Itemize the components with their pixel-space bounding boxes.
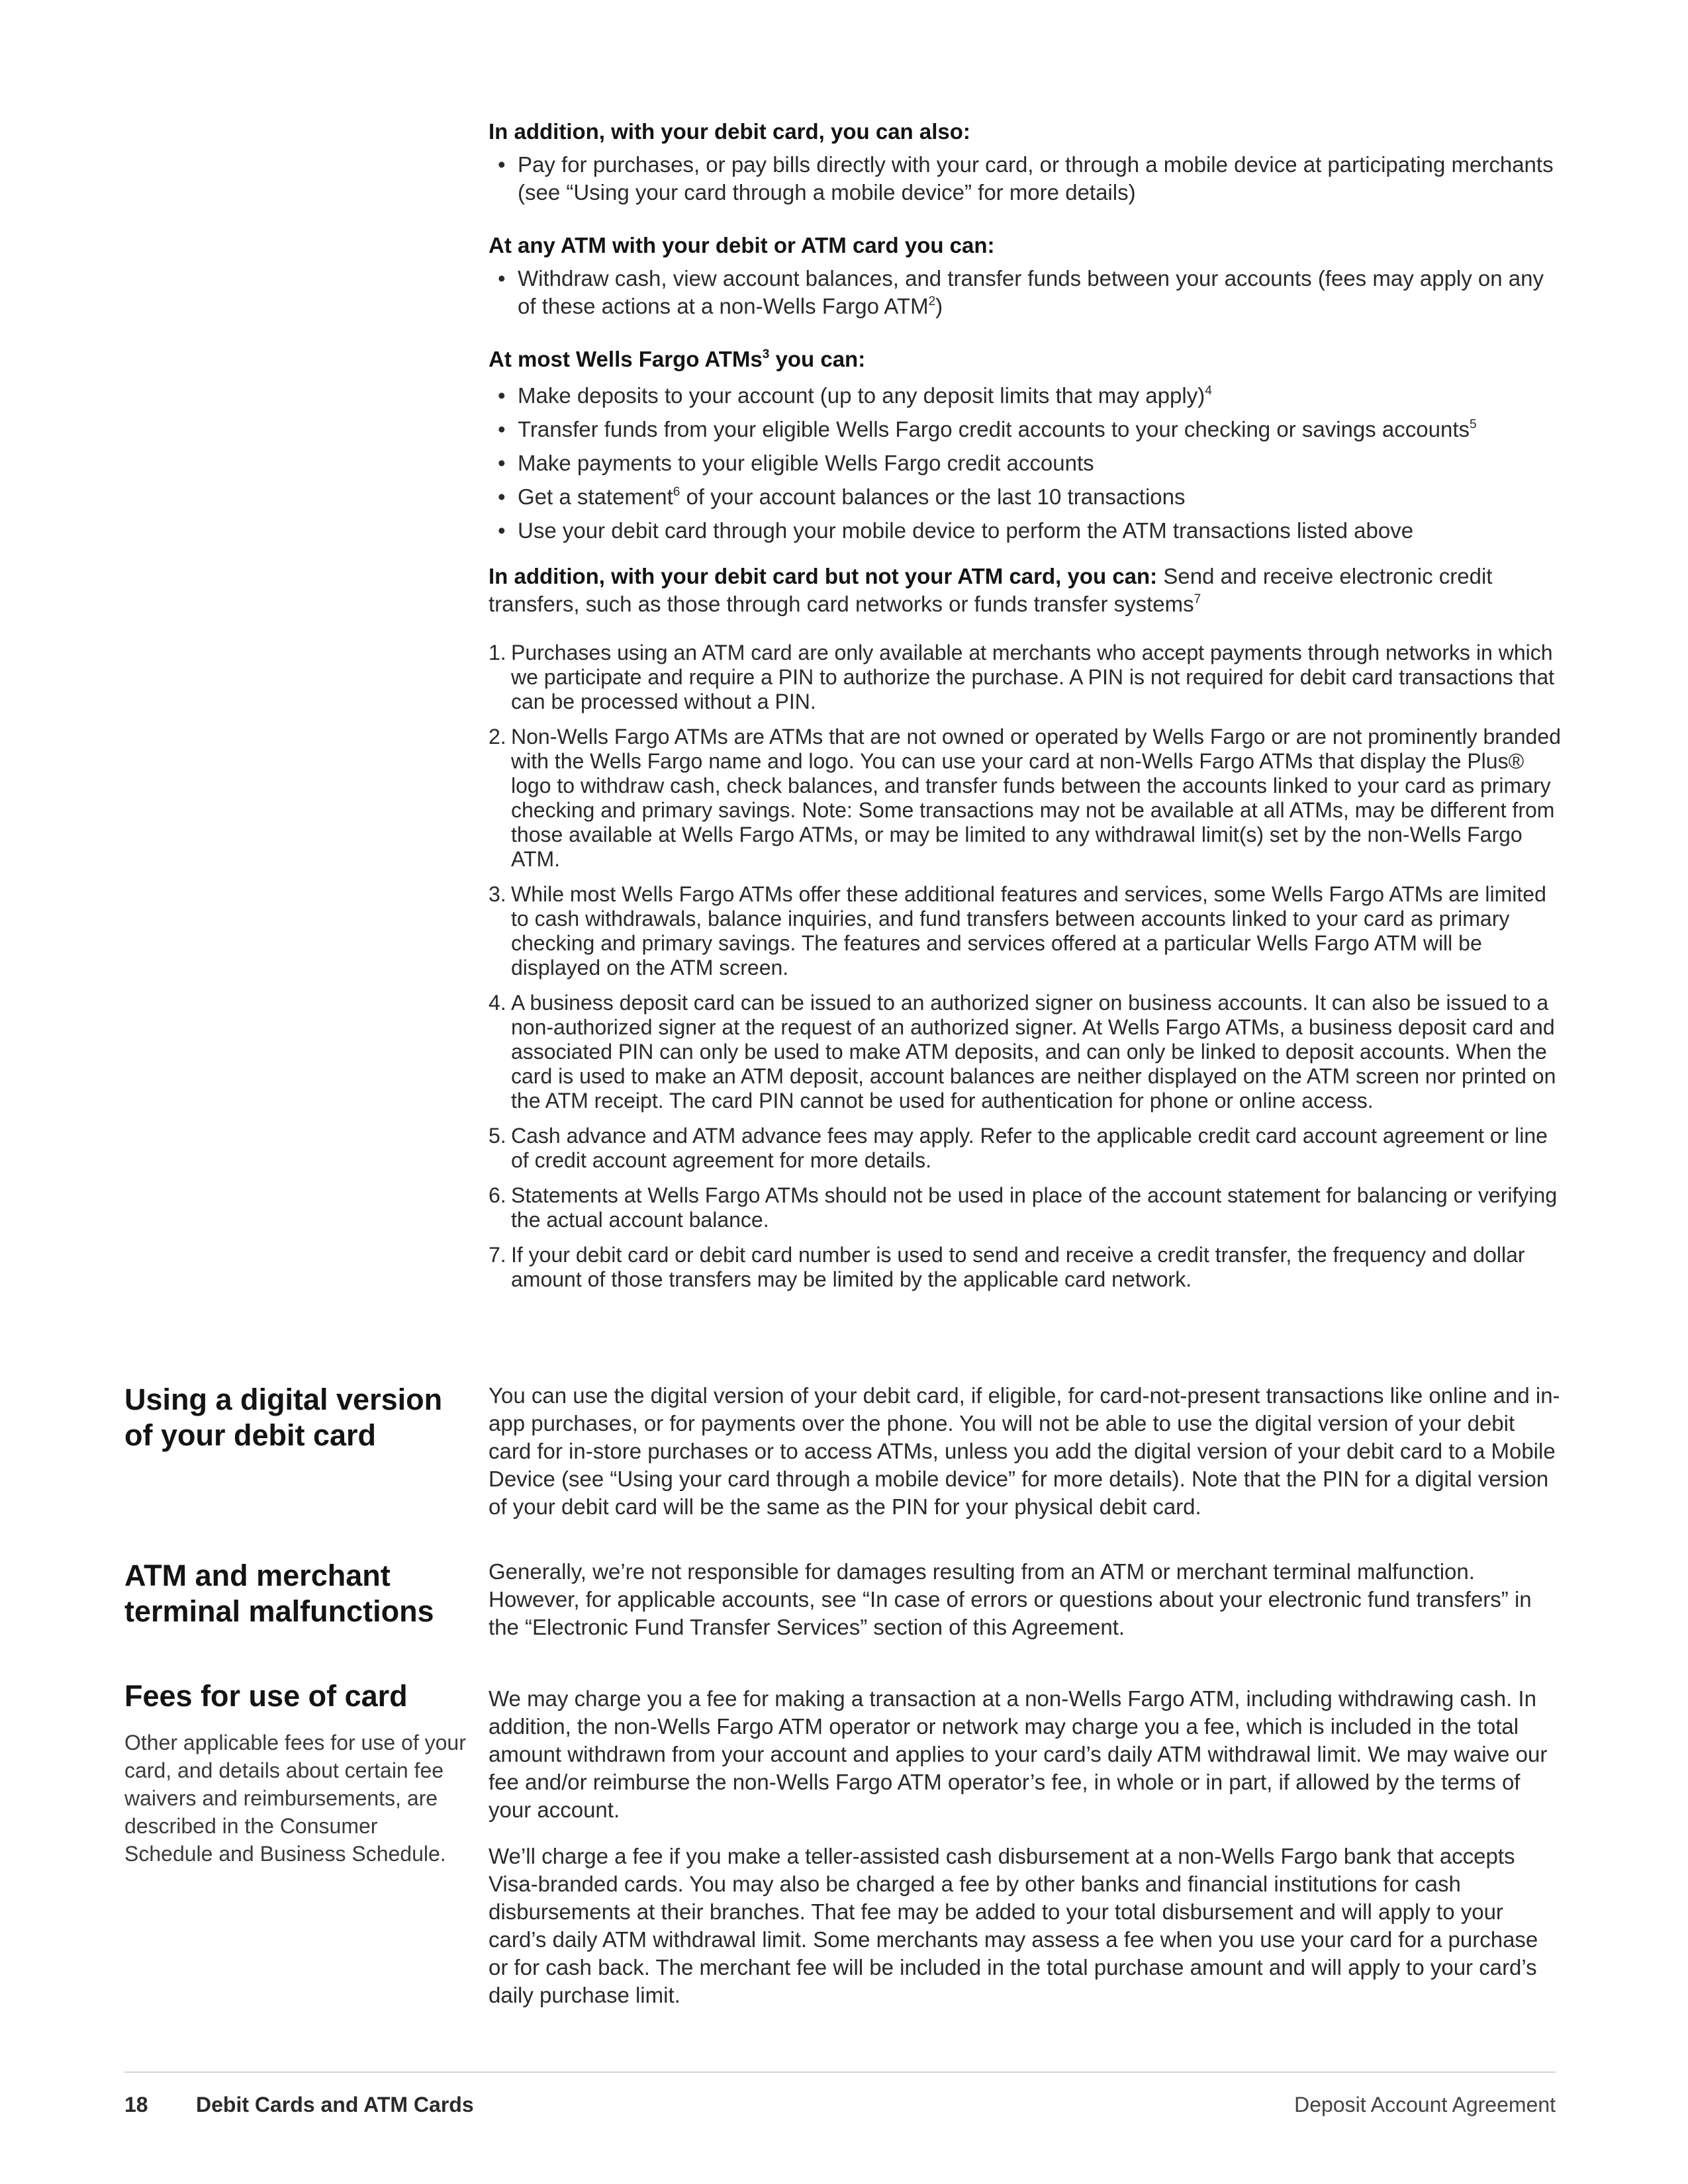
- section-heading: [489, 345, 1561, 373]
- footnote-ref: 4: [1205, 384, 1212, 398]
- digital-version-sidebar: [124, 1382, 469, 1453]
- list-item: [489, 514, 1561, 547]
- footnote-text: If your debit card or debit card number is used to send and receive a credit transfer, the frequency and dollar amount of those transfers may be limited by the applicable card network.: [511, 1243, 1525, 1291]
- list-item-text: Transfer funds from your eligible Wells Fargo credit accounts to your checking or savings accounts: [518, 417, 1470, 441]
- section-title: Using a digital version of your debit card: [124, 1383, 443, 1452]
- list-item-text: Make payments to your eligible Wells Fargo credit accounts: [518, 451, 1094, 475]
- footnote-item: [489, 882, 1561, 980]
- footnote-ref: 7: [1194, 592, 1201, 606]
- section-most-wells-fargo-atms: [489, 345, 1561, 547]
- bullet-list: [489, 151, 1561, 206]
- footnote-number: 5.: [489, 1124, 506, 1148]
- bullet-icon: •: [498, 417, 506, 441]
- bullet-list: [489, 265, 1561, 320]
- footnote-ref: 6: [673, 485, 680, 499]
- paragraph-lead: In addition, with your debit card but not your ATM card, you can:: [489, 564, 1158, 588]
- digital-version-body: [489, 1382, 1561, 1521]
- paragraph-text: Send and receive electronic credit transfers, such as those through card networks or funds transfer systems: [489, 564, 1493, 616]
- footnote-number: 1.: [489, 641, 506, 664]
- bullet-icon: •: [498, 266, 506, 291]
- footnote-number: 3.: [489, 882, 506, 906]
- bullet-icon: •: [498, 451, 506, 475]
- malfunctions-body: [489, 1558, 1561, 1641]
- footnote-ref: 3: [762, 347, 770, 361]
- sidebar-note: Other applicable fees for use of your card, and details about certain fee waivers and reimbursements, are described in the Consumer Schedule and Business Schedule.: [124, 1731, 466, 1866]
- footnote-item: [489, 1124, 1561, 1173]
- list-item: [489, 265, 1561, 320]
- footnote-text: While most Wells Fargo ATMs offer these additional features and services, some Wells Fargo ATMs are limited to cash withdrawals, balance inquiries, and fund transfers between accounts linked to your card as primary checking and primary savings. The features and services offered at a particular Wells Fargo ATM will be displayed on the ATM screen.: [511, 882, 1546, 979]
- section-debit-card-also: [489, 118, 1561, 206]
- list-item-text: Get a statement: [518, 484, 673, 509]
- footnote-item: [489, 991, 1561, 1113]
- malfunctions-sidebar: [124, 1558, 469, 1629]
- footnote-number: 4.: [489, 991, 506, 1015]
- heading-text: At most Wells Fargo ATMs: [489, 347, 763, 371]
- footnotes-list: [489, 641, 1561, 1302]
- footer-document-title: Deposit Account Agreement: [1294, 2093, 1556, 2116]
- list-item: [489, 480, 1561, 514]
- bullet-icon: •: [498, 383, 506, 408]
- list-item: [489, 379, 1561, 412]
- list-item-text: Make deposits to your account (up to any deposit limits that may apply): [518, 383, 1205, 408]
- list-item-text-end: of your account balances or the last 10 transactions: [680, 484, 1186, 509]
- heading-text-end: you can:: [769, 347, 866, 371]
- fees-sidebar: [124, 1678, 469, 1889]
- paragraph: We may charge you a fee for making a transaction at a non-Wells Fargo ATM, including withdrawing cash. In addition, the non-Wells Fargo ATM operator or network may charge you a fee, which is included in the total amount withdrawn from your account and applies to your card’s daily ATM withdrawal limit. We may waive our fee and/or reimburse the non-Wells Fargo ATM operator’s fee, in whole or in part, if allowed by the terms of your account.: [489, 1686, 1548, 1822]
- list-item: [489, 412, 1561, 446]
- paragraph: We’ll charge a fee if you make a teller-assisted cash disbursement at a non-Wells Fargo bank that accepts Visa-branded cards. You may also be charged a fee by other banks and financial institutions for cash disbursements at their branches. That fee may be added to your total disbursement and will apply to your card’s daily ATM withdrawal limit. Some merchants may assess a fee when you use your card for a purchase or for cash back. The merchant fee will be included in the total purchase amount and will apply to your card’s daily purchase limit.: [489, 1844, 1538, 2007]
- footnote-item: [489, 725, 1561, 872]
- footnote-ref: 5: [1469, 418, 1477, 432]
- footnote-item: [489, 641, 1561, 714]
- section-heading: In addition, with your debit card, you can also:: [489, 119, 970, 144]
- footnote-text: Non-Wells Fargo ATMs are ATMs that are not owned or operated by Wells Fargo or are not prominently branded with the Wells Fargo name and logo. You can use your card at non-Wells Fargo ATMs that display the Plus® logo to withdraw cash, check balances, and transfer funds between the accounts linked to your card as primary checking and primary savings. Note: Some transactions may not be available at all ATMs, may be different from those available at Wells Fargo ATMs, or may be limited to any withdrawal limit(s) set by the non-Wells Fargo ATM.: [511, 725, 1561, 871]
- fees-body: [489, 1685, 1561, 2009]
- list-item: [489, 151, 1561, 206]
- footer-section-title: Debit Cards and ATM Cards: [196, 2093, 474, 2116]
- bullet-icon: •: [498, 518, 506, 543]
- list-item-text-end: ): [935, 294, 943, 318]
- section-title: ATM and merchant terminal malfunctions: [124, 1559, 434, 1628]
- list-item: [489, 446, 1561, 480]
- list-item-text: Use your debit card through your mobile device to perform the ATM transactions listed above: [518, 518, 1414, 543]
- paragraph: Generally, we’re not responsible for damages resulting from an ATM or merchant terminal malfunction. However, for applicable accounts, see “In case of errors or questions about your electronic fund transfers” in the “Electronic Fund Transfer Services” section of this Agreement.: [489, 1559, 1532, 1639]
- bullet-icon: •: [498, 152, 506, 177]
- list-item-text: Pay for purchases, or pay bills directly with your card, or through a mobile device at participating merchants (see “Using your card through a mobile device” for more details): [518, 152, 1554, 205]
- section-heading: At any ATM with your debit or ATM card you can:: [489, 233, 995, 257]
- footnote-ref: 2: [928, 295, 936, 308]
- footnote-text: Cash advance and ATM advance fees may apply. Refer to the applicable credit card account agreement or line of credit account agreement for more details.: [511, 1124, 1548, 1172]
- page-number: 18: [124, 2093, 148, 2116]
- paragraph: You can use the digital version of your debit card, if eligible, for card-not-present transactions like online and in-app purchases, or for payments over the phone. You will not be able to use the digital version of your debit card for in-store purchases or to access ATMs, unless you add the digital version of your debit card to a Mobile Device (see “Using your card through a mobile device” for more details). Note that the PIN for a digital version of your debit card will be the same as the PIN for your physical debit card.: [489, 1383, 1560, 1519]
- footnote-number: 6.: [489, 1183, 506, 1207]
- footnote-text: Purchases using an ATM card are only available at merchants who accept payments through networks in which we participate and require a PIN to authorize the purchase. A PIN is not required for debit card transactions that can be processed without a PIN.: [511, 641, 1554, 713]
- footer-divider: [124, 2071, 1556, 2073]
- bullet-icon: •: [498, 484, 506, 509]
- footnote-number: 2.: [489, 725, 506, 749]
- footnote-text: A business deposit card can be issued to an authorized signer on business accounts. It can also be issued to a non-authorized signer at the request of an authorized signer. At Wells Fargo ATMs, a business deposit card and associated PIN can only be used to make ATM deposits, and can only be linked to deposit accounts. When the card is used to make an ATM deposit, account balances are neither displayed on the ATM screen nor printed on the ATM receipt. The card PIN cannot be used for authentication for phone or online access.: [511, 991, 1556, 1113]
- footnote-number: 7.: [489, 1243, 506, 1267]
- paragraph: [489, 563, 1561, 618]
- footnote-item: [489, 1183, 1561, 1232]
- footnote-text: Statements at Wells Fargo ATMs should not be used in place of the account statement for balancing or verifying the actual account balance.: [511, 1183, 1558, 1232]
- section-title: Fees for use of card: [124, 1679, 408, 1713]
- list-item-text: Withdraw cash, view account balances, and transfer funds between your accounts (fees may apply on any of these actions at a non-Wells Fargo ATM: [518, 266, 1544, 318]
- section-debit-not-atm: [489, 563, 1561, 618]
- section-any-atm: [489, 232, 1561, 320]
- bullet-list: [489, 379, 1561, 547]
- footnote-item: [489, 1243, 1561, 1292]
